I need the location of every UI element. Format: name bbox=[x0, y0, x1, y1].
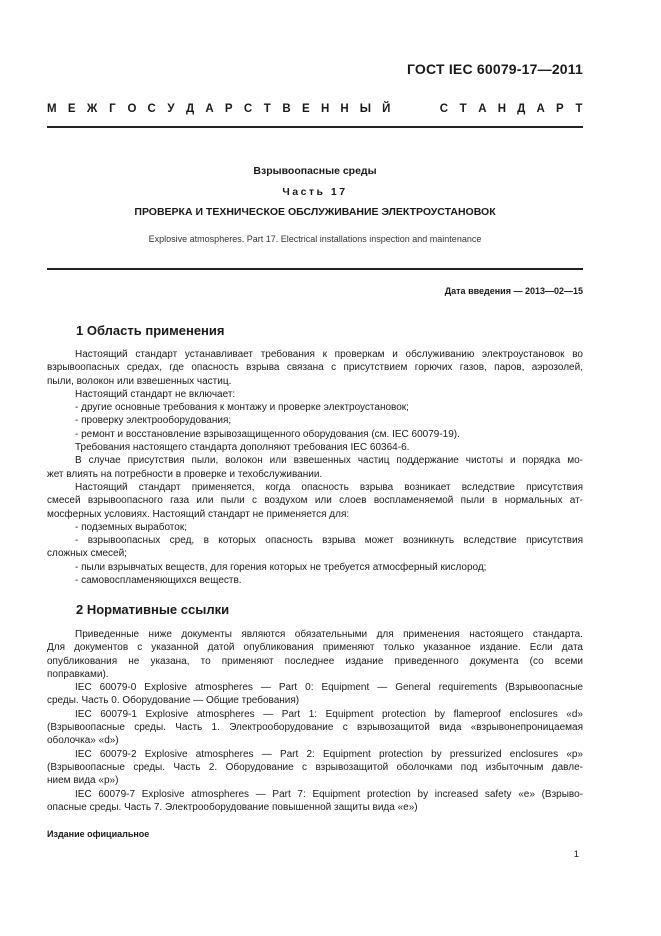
introduction-date: Дата введения — 2013—02—15 bbox=[444, 286, 583, 296]
banner-letter: В bbox=[282, 103, 291, 115]
text-line: пыли, волокон или взвешенных частиц. bbox=[47, 375, 232, 387]
section-2-heading: 2 Нормативные ссылки bbox=[76, 602, 230, 617]
banner-letter: Й bbox=[382, 103, 391, 115]
banner-letter: Ж bbox=[86, 103, 98, 115]
text-line: Настоящий стандарт применяется, когда опасность взрыва возникает вследствие присутствия bbox=[75, 481, 583, 493]
title-english: Explosive atmospheres. Part 17. Electrical installations inspection and maintenance bbox=[148, 234, 482, 244]
banner-letter: Р bbox=[224, 103, 233, 115]
text-line: - пыли взрывчатых веществ, для горения которых не требуется атмосферный кислород; bbox=[75, 561, 487, 573]
text-line: Для документов с указанной датой опубликования применяют только указанное издание. Если дата bbox=[47, 642, 583, 654]
text-line: В случае присутствия пыли, волокон или взвешенных частиц поддержание чистоты и порядка мо- bbox=[75, 455, 583, 467]
title-main: ПРОВЕРКА И ТЕХНИЧЕСКОЕ ОБСЛУЖИВАНИЕ ЭЛЕКТРОУСТАНОВОК bbox=[134, 206, 496, 218]
banner-letter: О bbox=[127, 103, 137, 115]
text-line: IEC 60079-2 Explosive atmospheres — Part 2: Equipment protection by pressurized enclosures «p» bbox=[75, 748, 583, 760]
banner-letter: С bbox=[439, 103, 449, 115]
title-rule bbox=[47, 268, 583, 270]
text-line: поправками). bbox=[47, 668, 109, 680]
text-line: мосферных условиях. Настоящий стандарт не применяется для: bbox=[47, 508, 350, 520]
text-line: IEC 60079-7 Explosive atmospheres — Part 7: Equipment protection by increased safety «e» (Взрыво- bbox=[75, 788, 583, 800]
title-part: Часть 17 bbox=[282, 186, 348, 198]
text-line: - другие основные требования к монтажу и проверке электроустановок; bbox=[75, 402, 409, 414]
banner-letter: Д bbox=[517, 103, 526, 115]
text-line: Приведенные ниже документы являются обязательными для применения настоящего стандарта. bbox=[75, 629, 583, 640]
banner-letter: М bbox=[47, 103, 57, 115]
banner-letter: У bbox=[167, 103, 175, 115]
text-line: опубликования не указана, то применяют последнее издание приведенного документа (со всеми bbox=[47, 655, 583, 667]
text-line: Требования настоящего стандарта дополняют требования IEC 60364-6. bbox=[75, 442, 410, 454]
text-line: среды. Часть 0. Оборудование — Общие требования) bbox=[47, 695, 300, 707]
section-1-heading: 1 Область применения bbox=[76, 323, 225, 338]
text-line: оболочка» «d») bbox=[47, 735, 119, 747]
banner-letter: Е bbox=[67, 103, 76, 115]
banner-letter: А bbox=[478, 103, 487, 115]
banner-letter: Ы bbox=[359, 103, 372, 115]
text-line: (Взрывоопасные среды. Часть 2. Оборудование с взрывозащитой оболочками под избыточным давле- bbox=[47, 761, 583, 773]
banner-letter: С bbox=[147, 103, 156, 115]
banner-letter bbox=[421, 103, 429, 115]
banner-letter: Т bbox=[459, 103, 467, 115]
banner-letter: Р bbox=[556, 103, 564, 115]
banner-letter: Г bbox=[109, 103, 116, 115]
text-line: IEC 60079-0 Explosive atmospheres — Part 0: Equipment — General requirements (Взрывоопасные bbox=[75, 682, 583, 694]
text-line: Настоящий стандарт устанавливает требования к проверкам и обслуживанию электроустановок во bbox=[75, 349, 583, 360]
text-line: - подземных выработок; bbox=[75, 521, 187, 533]
banner-letter: Н bbox=[340, 103, 349, 115]
text-line: (Взрывоопасные среды. Часть 1. Электрооборудование с взрывозащитой вида «взрывонепроницаемая bbox=[47, 722, 583, 734]
text-line: - проверку электрооборудования; bbox=[75, 415, 232, 427]
banner-letter: Н bbox=[320, 103, 330, 115]
text-line: - взрывоопасных сред, в которых опасность взрыва может возникнуть вследствие присутствия bbox=[75, 535, 583, 547]
text-line: нием вида «p») bbox=[47, 775, 119, 787]
page-number: 1 bbox=[573, 849, 579, 860]
text-line: смесей взрывоопасного газа или пыли с воздухом или слоев воспламеняемой пыли в нормальных ат- bbox=[47, 495, 583, 507]
banner-letter: А bbox=[205, 103, 214, 115]
header-rule bbox=[47, 126, 583, 128]
banner-letter: Н bbox=[497, 103, 507, 115]
edition-note: Издание официальное bbox=[47, 829, 150, 839]
interstate-standard-banner bbox=[47, 103, 583, 115]
text-line: IEC 60079-1 Explosive atmospheres — Part 1: Equipment protection by flameproof enclosures «d» bbox=[75, 708, 583, 720]
banner-letter: Е bbox=[301, 103, 310, 115]
banner-letter bbox=[402, 103, 410, 115]
text-line: жет влиять на потребности в проверке и техобслуживании. bbox=[47, 468, 323, 480]
banner-letter: Т bbox=[575, 103, 583, 115]
banner-letter: С bbox=[243, 103, 253, 115]
section-2-body bbox=[47, 628, 583, 814]
title-line-1: Взрывоопасные среды bbox=[253, 165, 377, 177]
banner-letter: Д bbox=[186, 103, 195, 115]
text-line: сложных смесей; bbox=[47, 548, 127, 560]
section-1-body bbox=[47, 348, 583, 587]
text-line: опасные среды. Часть 7. Электрооборудование повышенной защиты вида «e») bbox=[47, 801, 418, 813]
document-id: ГОСТ IEC 60079-17—2011 bbox=[406, 61, 583, 77]
text-line: Настоящий стандарт не включает: bbox=[75, 388, 236, 400]
banner-letter: А bbox=[536, 103, 545, 115]
text-line: взрывоопасных средах, где опасность взрыва связана с присутствием горючих газов, паров, аэрозолей, bbox=[47, 362, 583, 374]
banner-letter: Т bbox=[263, 103, 271, 115]
text-line: - самовоспламеняющихся веществ. bbox=[75, 575, 242, 587]
text-line: - ремонт и восстановление взрывозащищенного оборудования (см. IEC 60079-19). bbox=[75, 428, 460, 440]
